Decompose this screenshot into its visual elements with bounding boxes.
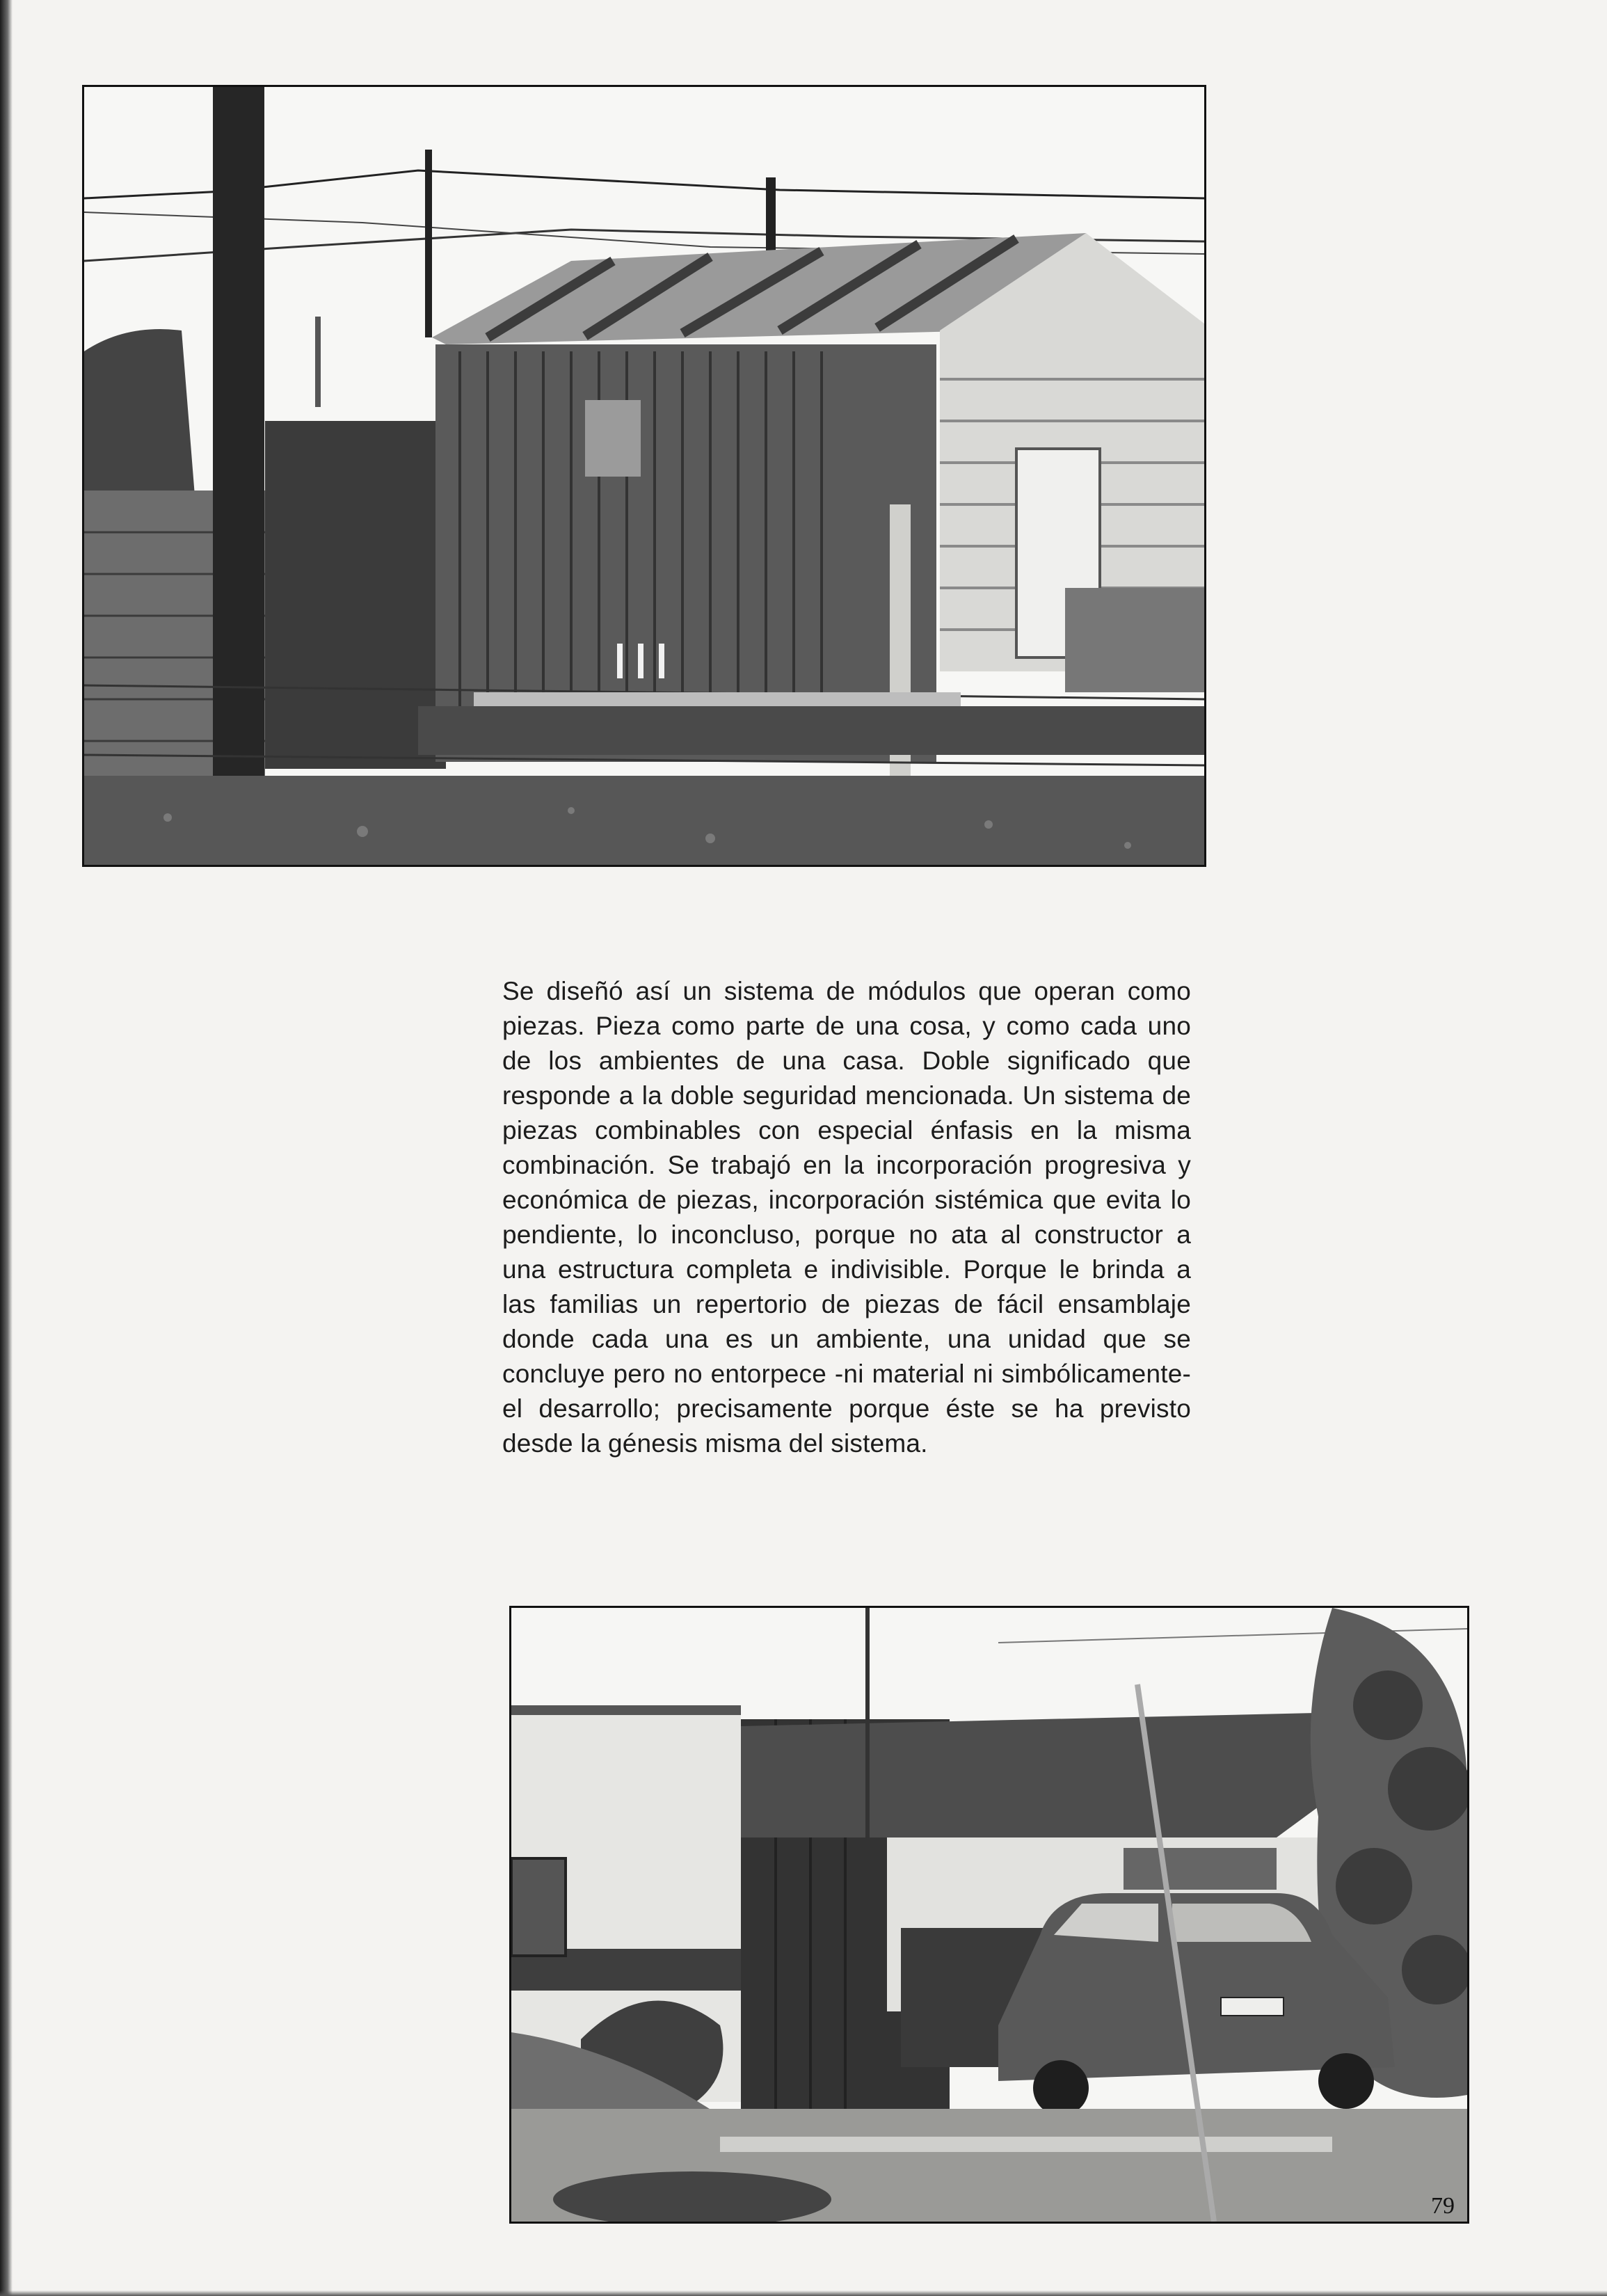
photo-shack — [82, 85, 1206, 867]
page-bottom-edge — [0, 2290, 1607, 2296]
body-paragraph: Se diseñó así un sistema de módulos que operan como piezas. Pieza como parte de una cosa, y como cada uno de los ambientes de una casa. Doble significado que responde a la doble seguridad mencionada. Un sistema de piezas combinables con especial énfasis en la misma combinación. Se trabajó en la incorporación progresiva y económica de piezas, incorporación sistémica que evita lo pendiente, lo inconcluso, porque no ata al constructor a una estructura completa e indivisible. Porque le brinda a las familias un repertorio de piezas de fácil ensamblaje donde cada una es un ambiente, una unidad que se concluye pero no entorpece -ni material ni simbólicamente- el desarrollo; precisamente porque éste se ha previsto desde la génesis misma del sistema. — [502, 977, 1191, 1458]
page-gutter-shadow — [0, 0, 13, 2296]
page-number: 79 — [1431, 2193, 1455, 2219]
photo-house-car — [509, 1606, 1469, 2224]
